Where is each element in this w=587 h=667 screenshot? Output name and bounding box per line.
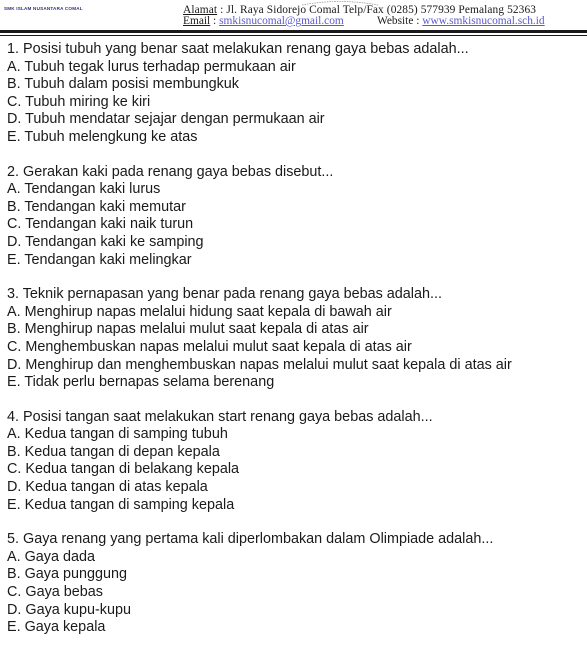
answer-option: E. Kedua tangan di samping kepala — [7, 496, 235, 513]
email-label: Email — [183, 15, 211, 27]
email-link[interactable]: smkisnucomal@gmail.com — [219, 15, 344, 27]
answer-option: E. Tidak perlu bernapas selama berenang — [7, 374, 275, 391]
question-block — [7, 164, 585, 270]
answer-option: B. Tendangan kaki memutar — [7, 198, 186, 215]
question-list — [7, 41, 585, 637]
question-block — [7, 409, 585, 515]
question-block — [7, 531, 585, 637]
answer-option: D. Tubuh mendatar sejajar dengan permukaan air — [7, 111, 325, 128]
letterhead-divider-thick — [0, 30, 587, 33]
answer-option: C. Gaya bebas — [7, 584, 103, 601]
website-group: Website : www.smkisnucomal.sch.id — [377, 15, 545, 27]
website-link[interactable]: www.smkisnucomal.sch.id — [422, 15, 545, 27]
answer-option: E. Tendangan kaki melingkar — [7, 251, 192, 268]
question-text: 3. Teknik pernapasan yang benar pada renang gaya bebas adalah... — [7, 286, 442, 303]
address-text: Jl. Raya Sidorejo Comal Telp/Fax (0285) 577939 Pemalang 52363 — [226, 4, 537, 16]
address-line: Alamat : Jl. Raya Sidorejo Comal Telp/Fax (0285) 577939 Pemalang 52363 — [183, 4, 537, 16]
question-text: 4. Posisi tangan saat melakukan start renang gaya bebas adalah... — [7, 408, 433, 425]
answer-option: A. Tubuh tegak lurus terhadap permukaan air — [7, 58, 296, 75]
answer-option: D. Menghirup dan menghembuskan napas melalui mulut saat kepala di atas air — [7, 356, 512, 373]
answer-option: A. Tendangan kaki lurus — [7, 181, 161, 198]
answer-option: C. Tubuh miring ke kiri — [7, 93, 151, 110]
answer-option: A. Menghirup napas melalui hidung saat kepala di bawah air — [7, 303, 392, 320]
answer-option: A. Gaya dada — [7, 548, 96, 565]
answer-option: E. Gaya kepala — [7, 619, 106, 636]
answer-option: D. Tendangan kaki ke samping — [7, 233, 204, 250]
school-name: SMK ISLAM NUSANTARA COMAL — [4, 6, 83, 11]
answer-option: E. Tubuh melengkung ke atas — [7, 128, 198, 145]
question-text: 2. Gerakan kaki pada renang gaya bebas disebut... — [7, 163, 334, 180]
answer-option: C. Kedua tangan di belakang kepala — [7, 461, 240, 478]
email-group: Email : smkisnucomal@gmail.com — [183, 15, 344, 27]
answer-option: D. Gaya kupu-kupu — [7, 601, 131, 618]
answer-option: B. Menghirup napas melalui mulut saat kepala di atas air — [7, 321, 369, 338]
letterhead — [0, 0, 587, 30]
answer-option: D. Kedua tangan di atas kepala — [7, 479, 208, 496]
question-text: 5. Gaya renang yang pertama kali diperlombakan dalam Olimpiade adalah... — [7, 531, 494, 548]
answer-option: B. Tubuh dalam posisi membungkuk — [7, 76, 239, 93]
question-block — [7, 286, 585, 392]
answer-option: B. Kedua tangan di depan kepala — [7, 443, 220, 460]
question-text: 1. Posisi tubuh yang benar saat melakukan renang gaya bebas adalah... — [7, 41, 469, 57]
answer-option: C. Tendangan kaki naik turun — [7, 216, 194, 233]
address-label: Alamat — [183, 4, 218, 16]
answer-option: B. Gaya punggung — [7, 566, 128, 583]
question-block — [7, 41, 585, 147]
website-label: Website — [377, 15, 414, 27]
answer-option: A. Kedua tangan di samping tubuh — [7, 426, 228, 443]
answer-option: C. Menghembuskan napas melalui mulut saat kepala di atas air — [7, 338, 412, 355]
letterhead-divider-thin — [0, 35, 587, 36]
